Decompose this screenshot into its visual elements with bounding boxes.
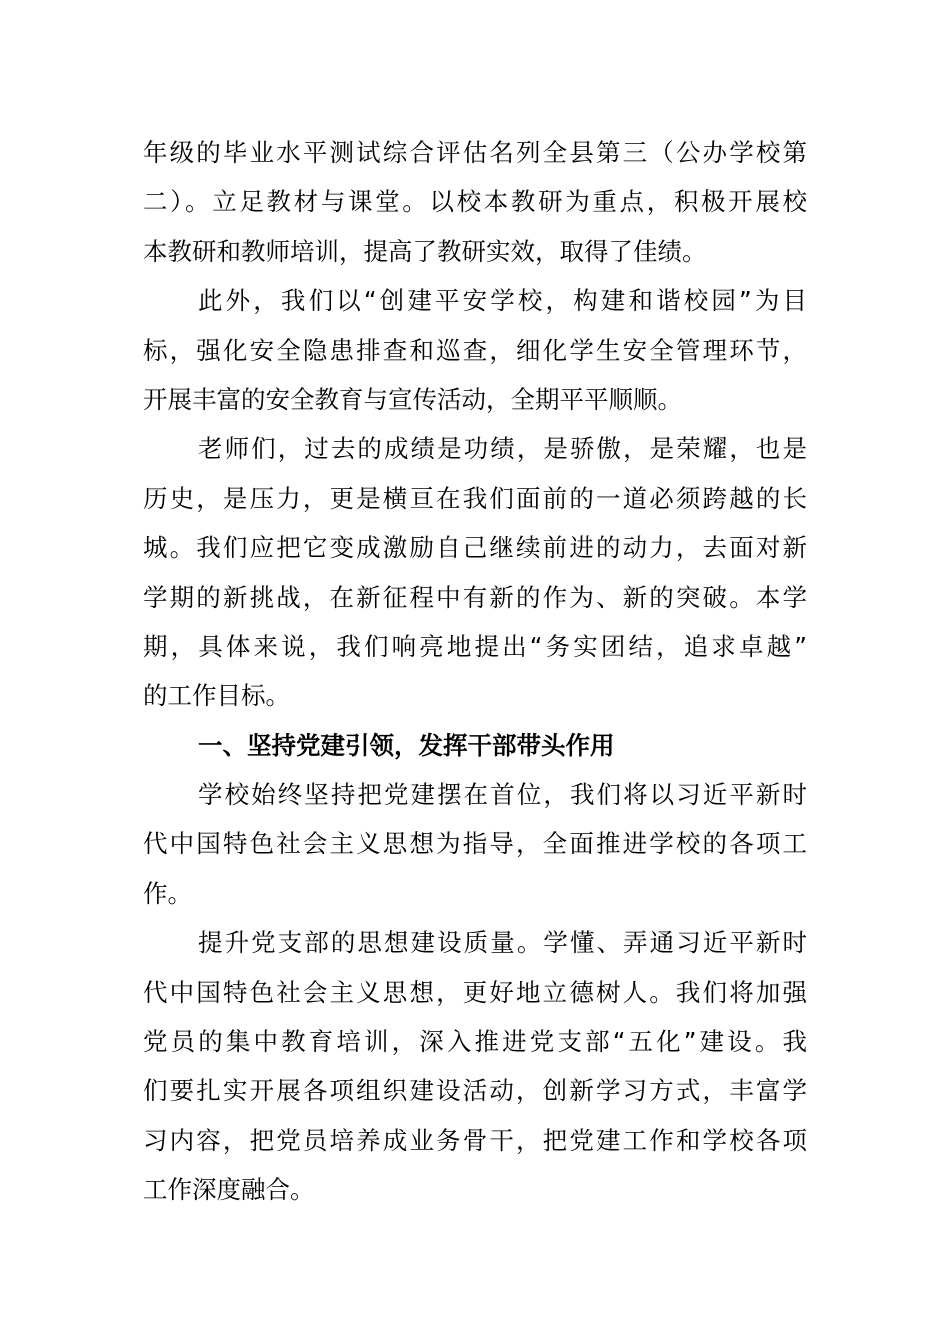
text-line: 们要扎实开展各项组织建设活动，创新学习方式，丰富学	[143, 1076, 807, 1106]
text-line: 的工作目标。	[143, 681, 290, 711]
text-line: 代中国特色社会主义思想为指导，全面推进学校的各项工	[143, 829, 807, 859]
body-text	[143, 128, 807, 1215]
text-line: 开展丰富的安全教育与宣传活动，全期平平顺顺。	[143, 384, 682, 414]
section-heading: 一、坚持党建引领，发挥干部带头作用	[198, 730, 615, 760]
text-line: 二）。立足教材与课堂。以校本教研为重点，积极开展校	[143, 187, 807, 217]
text-line: 作。	[143, 878, 192, 908]
text-line: 工作深度融合。	[143, 1175, 315, 1205]
paragraph-first-line: 学校始终坚持把党建摆在首位，我们将以习近平新时	[198, 780, 807, 810]
text-line: 城。我们应把它变成激励自己继续前进的动力，去面对新	[143, 533, 807, 563]
paragraph-first-line: 老师们，过去的成绩是功绩，是骄傲，是荣耀，也是	[198, 434, 807, 464]
text-line: 习内容，把党员培养成业务骨干，把党建工作和学校各项	[143, 1125, 807, 1155]
text-line: 年级的毕业水平测试综合评估名列全县第三（公办学校第	[143, 138, 807, 167]
text-line: 本教研和教师培训，提高了教研实效，取得了佳绩。	[143, 236, 707, 266]
text-line: 标，强化安全隐患排查和巡查，细化学生安全管理环节，	[143, 335, 807, 365]
paragraph-first-line: 此外，我们以“创建平安学校，构建和谐校园”为目	[198, 286, 807, 316]
text-line: 历史，是压力，更是横亘在我们面前的一道必须跨越的长	[143, 483, 807, 513]
text-line: 代中国特色社会主义思想，更好地立德树人。我们将加强	[143, 977, 807, 1007]
text-line: 党员的集中教育培训，深入推进党支部“五化”建设。我	[143, 1027, 807, 1057]
paragraph-first-line: 提升党支部的思想建设质量。学懂、弄通习近平新时	[198, 928, 807, 958]
text-line: 期，具体来说，我们响亮地提出“务实团结，追求卓越”	[143, 631, 807, 661]
text-line: 学期的新挑战，在新征程中有新的作为、新的突破。本学	[143, 582, 807, 612]
